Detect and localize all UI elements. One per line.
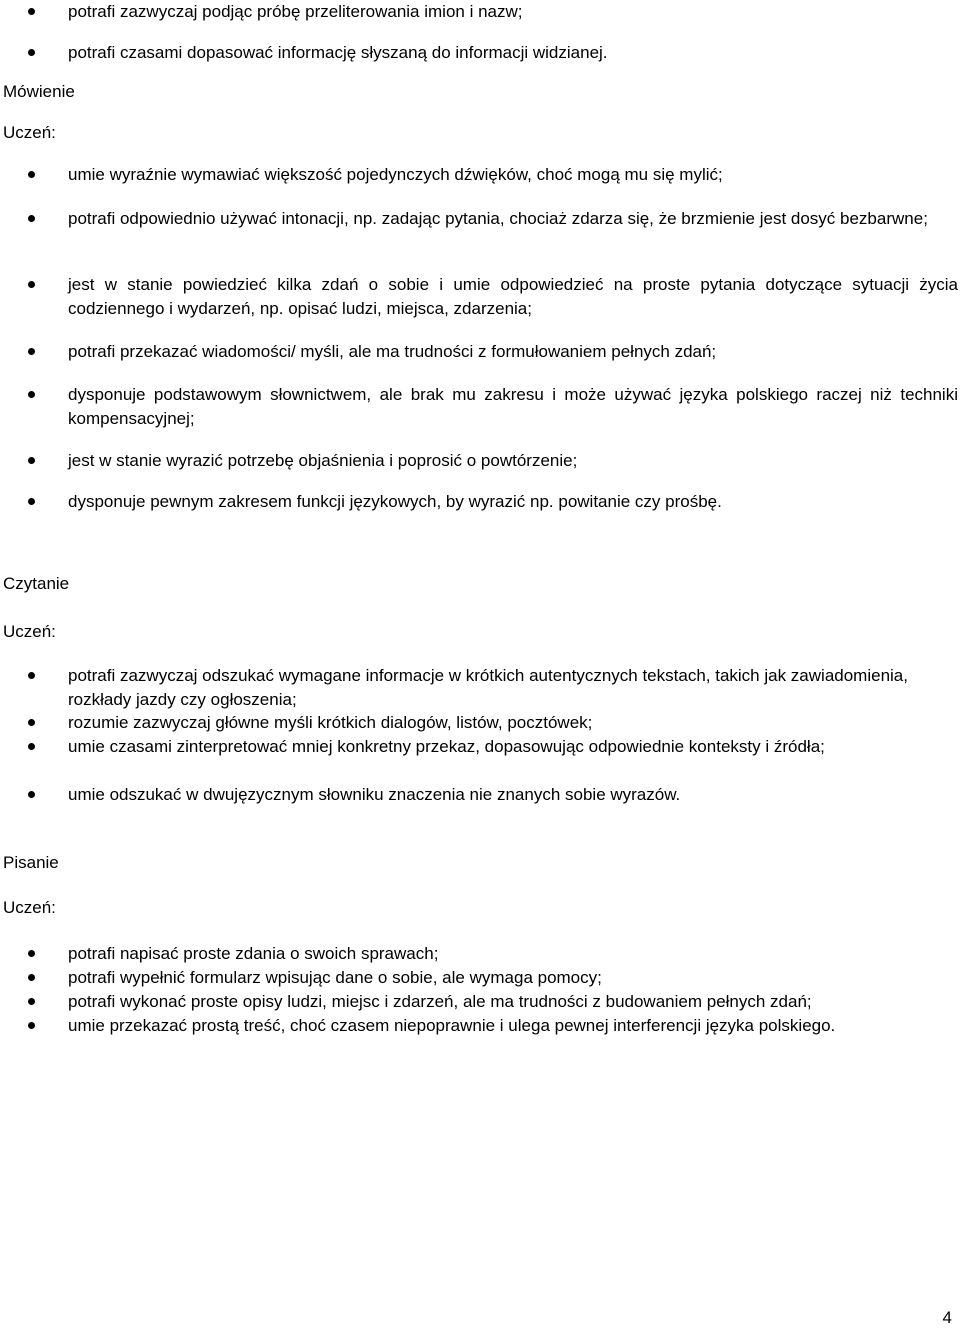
list-item: jest w stanie powiedzieć kilka zdań o sobie i umie odpowiedzieć na proste pytania dotyczące sytuacji życia codziennego i wydarzeń, np. opisać ludzi, miejsca, zdarzenia; [68, 273, 958, 321]
list-item: potrafi przekazać wiadomości/ myśli, ale ma trudności z formułowaniem pełnych zdań; [68, 340, 958, 364]
bullet-icon [28, 49, 35, 56]
bullet-icon [28, 743, 35, 750]
list-item: umie odszukać w dwujęzycznym słowniku znaczenia nie znanych sobie wyrazów. [68, 783, 958, 807]
list-item: umie przekazać prostą treść, choć czasem niepoprawnie i ulega pewnej interferencji języka polskiego. [68, 1014, 958, 1038]
bullet-icon [28, 1022, 35, 1029]
bullet-icon [28, 719, 35, 726]
list-item: potrafi odpowiednio używać intonacji, np. zadając pytania, chociaż zdarza się, że brzmienie jest dosyć bezbarwne; [68, 207, 958, 231]
subject-label: Uczeń: [3, 622, 56, 641]
subject-label: Uczeń: [3, 898, 56, 917]
bullet-icon [28, 791, 35, 798]
list-item: umie czasami zinterpretować mniej konkretny przekaz, dopasowując odpowiednie konteksty i źródła; [68, 735, 958, 759]
bullet-icon [28, 8, 35, 15]
bullet-icon [28, 950, 35, 957]
list-item: potrafi czasami dopasować informację słyszaną do informacji widzianej. [68, 41, 958, 65]
list-item: rozumie zazwyczaj główne myśli krótkich dialogów, listów, pocztówek; [68, 711, 958, 735]
page-number: 4 [942, 1308, 952, 1327]
bullet-icon [28, 215, 35, 222]
list-item: potrafi zazwyczaj odszukać wymagane informacje w krótkich autentycznych tekstach, takich jak zawiadomienia, rozkłady jazdy czy ogłoszenia; [68, 664, 958, 712]
bullet-icon [28, 672, 35, 679]
section-heading-writing: Pisanie [3, 853, 59, 872]
list-item: dysponuje pewnym zakresem funkcji językowych, by wyrazić np. powitanie czy prośbę. [68, 490, 958, 514]
bullet-icon [28, 498, 35, 505]
list-item: umie wyraźnie wymawiać większość pojedynczych dźwięków, choć mogą mu się mylić; [68, 163, 958, 187]
list-item: potrafi zazwyczaj podjąc próbę przeliterowania imion i nazw; [68, 0, 958, 24]
list-item: jest w stanie wyrazić potrzebę objaśnienia i poprosić o powtórzenie; [68, 449, 958, 473]
list-item: potrafi napisać proste zdania o swoich sprawach; [68, 942, 958, 966]
list-item: potrafi wypełnić formularz wpisując dane o sobie, ale wymaga pomocy; [68, 966, 958, 990]
bullet-icon [28, 974, 35, 981]
bullet-icon [28, 281, 35, 288]
bullet-icon [28, 457, 35, 464]
bullet-icon [28, 348, 35, 355]
section-heading-speaking: Mówienie [3, 82, 75, 101]
bullet-icon [28, 998, 35, 1005]
section-heading-reading: Czytanie [3, 574, 70, 593]
list-item: potrafi wykonać proste opisy ludzi, miejsc i zdarzeń, ale ma trudności z budowaniem pełnych zdań; [68, 990, 958, 1014]
bullet-icon [28, 171, 35, 178]
list-item: dysponuje podstawowym słownictwem, ale brak mu zakresu i może używać języka polskiego raczej niż techniki kompensacyjnej; [68, 383, 958, 431]
bullet-icon [28, 391, 35, 398]
subject-label: Uczeń: [3, 123, 56, 142]
